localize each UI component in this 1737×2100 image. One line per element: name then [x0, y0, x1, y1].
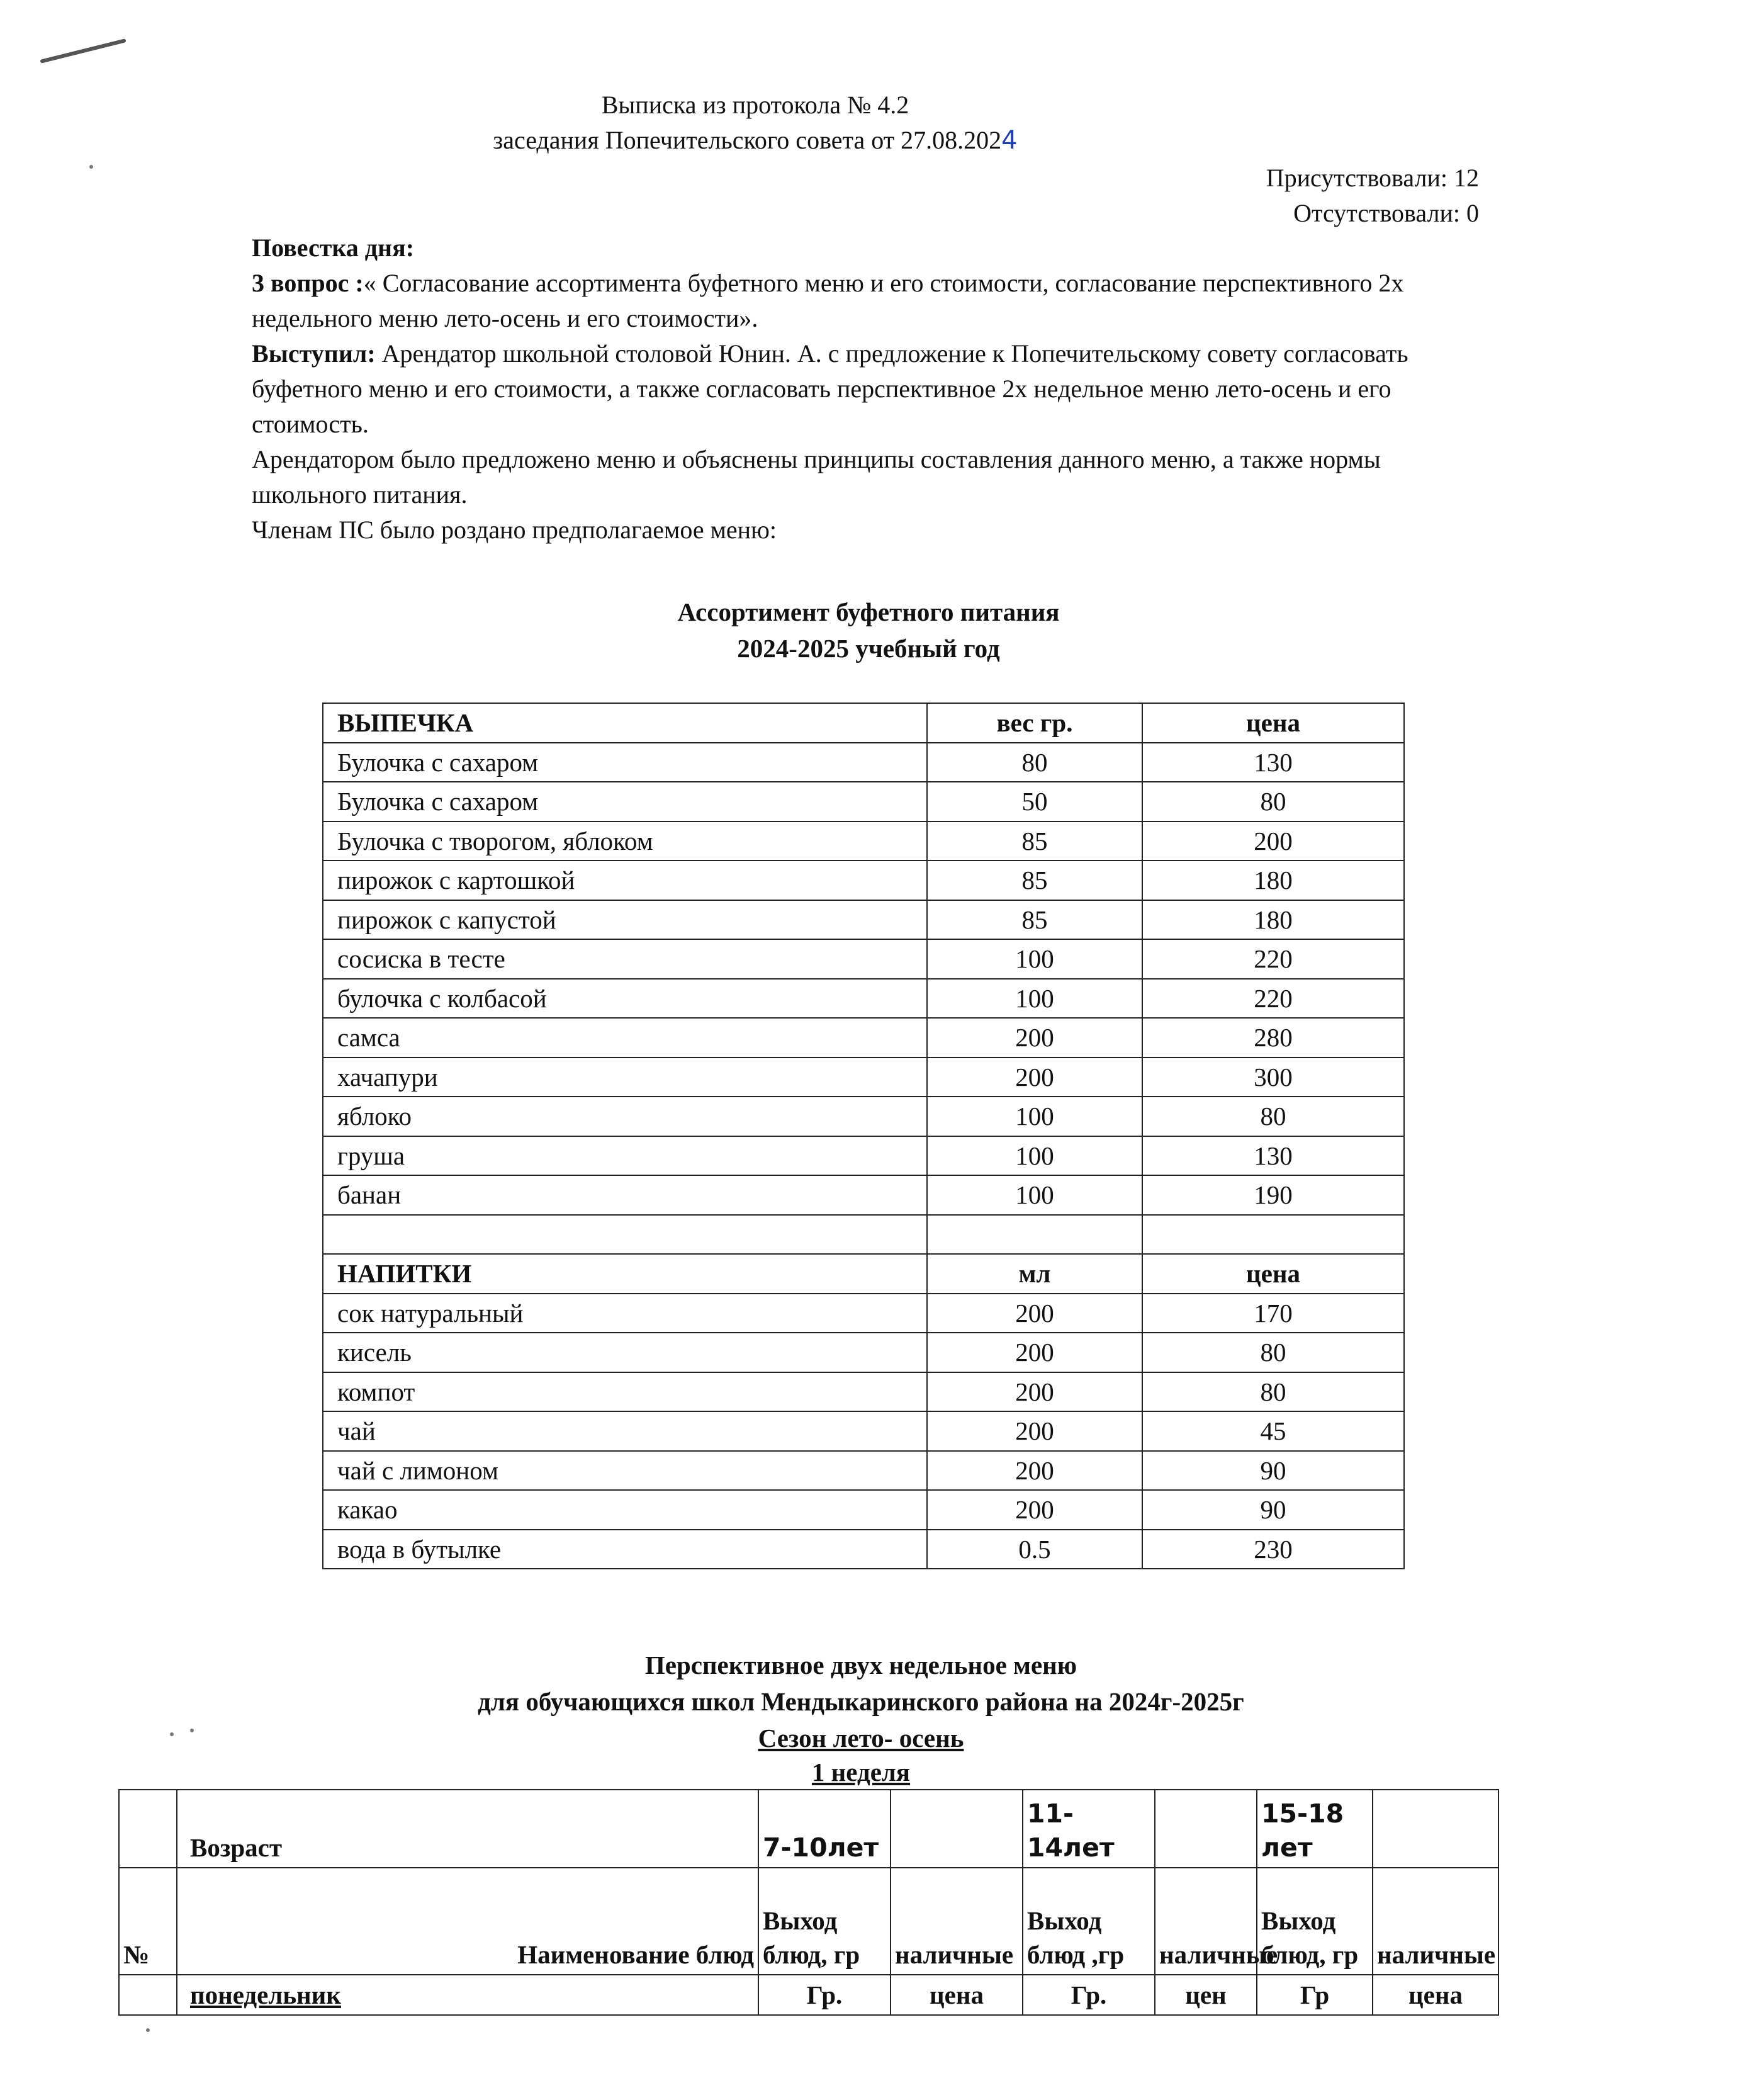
table-row: [323, 979, 1404, 1019]
table-row: [323, 1175, 1404, 1215]
empty-cell: [1373, 1790, 1498, 1868]
item-volume: 0.5: [927, 1530, 1142, 1569]
price-11-14: цен: [1155, 1975, 1257, 2015]
item-name: груша: [323, 1136, 927, 1176]
volume-header: мл: [927, 1254, 1142, 1294]
empty-cell: [891, 1790, 1023, 1868]
present-count: Присутствовали: 12: [1266, 164, 1479, 192]
table-row: [323, 782, 1404, 821]
agenda-paragraph: Арендатором было предложено меню и объяснены принципы составления данного меню, а также нормы школьного питания.: [252, 445, 1381, 509]
table-row: [323, 1451, 1404, 1491]
table-row: [323, 1530, 1404, 1569]
doc-title: Выписка из протокола № 4.2: [601, 91, 909, 119]
price-15-18: цена: [1373, 1975, 1498, 2015]
item-price: [1142, 1215, 1404, 1255]
age-15-18: 15-18 лет: [1257, 1790, 1373, 1868]
item-price: 190: [1142, 1175, 1404, 1215]
item-weight: 100: [927, 1097, 1142, 1136]
item-name: хачапури: [323, 1058, 927, 1097]
handwritten-digit: 4: [1001, 126, 1018, 155]
item-price: 80: [1142, 1372, 1404, 1412]
item-volume: 200: [927, 1333, 1142, 1372]
age-7-10: 7-10лет: [758, 1790, 891, 1868]
menu-table: [118, 1789, 1499, 2016]
agenda-speaker: Выступил: Арендатор школьной столовой Юнин. А. с предложение к Попечительскому совету согласовать буфетного меню и его стоимости, а также согласовать перспективное 2х недельное меню лето-осень и его стоимость.: [252, 339, 1408, 438]
item-name: пирожок с картошкой: [323, 861, 927, 900]
price-header: цена: [1142, 703, 1404, 743]
menu-season: Сезон лето- осень: [758, 1724, 964, 1753]
table-row: [323, 1018, 1404, 1058]
agenda-question: 3 вопрос :« Согласование ассортимента буфетного меню и его стоимости, согласование перспективного 2х недельного меню лето-осень и его стоимости».: [252, 269, 1404, 332]
unit-15-18: Гр: [1257, 1975, 1373, 2015]
item-name: кисель: [323, 1333, 927, 1372]
cash-7-10: наличные: [891, 1868, 1023, 1975]
item-weight: 100: [927, 1136, 1142, 1176]
item-price: 90: [1142, 1451, 1404, 1491]
item-weight: 200: [927, 1018, 1142, 1058]
item-name: яблоко: [323, 1097, 927, 1136]
table-row: [323, 743, 1404, 782]
item-weight: 85: [927, 900, 1142, 940]
bakery-header-row: [323, 703, 1404, 743]
pen-mark: [40, 38, 126, 64]
item-name: чай: [323, 1411, 927, 1451]
item-name: Булочка с творогом, яблоком: [323, 821, 927, 861]
item-name: самса: [323, 1018, 927, 1058]
item-price: 170: [1142, 1294, 1404, 1333]
day-label: понедельник: [177, 1975, 758, 2015]
item-price: 130: [1142, 1136, 1404, 1176]
scan-speck: [146, 2028, 150, 2032]
item-price: 130: [1142, 743, 1404, 782]
menu-week: 1 неделя: [811, 1758, 911, 1787]
table-row: [323, 1294, 1404, 1333]
item-name: банан: [323, 1175, 927, 1215]
table-row: [323, 1136, 1404, 1176]
table-row: [323, 1097, 1404, 1136]
empty-cell: [1155, 1790, 1257, 1868]
menu-title: Перспективное двух недельное меню: [644, 1651, 1077, 1679]
price-header: цена: [1142, 1254, 1404, 1294]
unit-11-14: Гр.: [1023, 1975, 1155, 2015]
item-price: 80: [1142, 1097, 1404, 1136]
item-name: Булочка с сахаром: [323, 743, 927, 782]
item-price: 90: [1142, 1490, 1404, 1530]
age-11-14: 11-14лет: [1023, 1790, 1155, 1868]
agenda: [252, 230, 1479, 548]
item-name: пирожок с капустой: [323, 900, 927, 940]
item-price: 200: [1142, 821, 1404, 861]
doc-subtitle: заседания Попечительского совета от 27.08.2024: [493, 126, 1018, 155]
table-row: [323, 900, 1404, 940]
output-11-14: Выход блюд ,гр: [1023, 1868, 1155, 1975]
table-row: [323, 861, 1404, 900]
cash-15-18: наличные: [1373, 1868, 1498, 1975]
drinks-header-row: [323, 1254, 1404, 1294]
item-price: 180: [1142, 861, 1404, 900]
menu-subtitle: для обучающихся школ Мендыкаринского района на 2024г-2025г: [478, 1687, 1244, 1716]
absent-count: Отсутствовали: 0: [1293, 199, 1479, 227]
item-volume: 200: [927, 1294, 1142, 1333]
item-name: какао: [323, 1490, 927, 1530]
item-volume: 200: [927, 1372, 1142, 1412]
table-row: [323, 1058, 1404, 1097]
item-name: булочка с колбасой: [323, 979, 927, 1019]
item-price: 80: [1142, 782, 1404, 821]
item-name: чай с лимоном: [323, 1451, 927, 1491]
table-row: [323, 1411, 1404, 1451]
item-name: Булочка с сахаром: [323, 782, 927, 821]
item-weight: 80: [927, 743, 1142, 782]
agenda-paragraph: Членам ПС было роздано предполагаемое меню:: [252, 516, 777, 544]
item-volume: 200: [927, 1411, 1142, 1451]
output-15-18: Выход блюд, гр: [1257, 1868, 1373, 1975]
item-price: 220: [1142, 979, 1404, 1019]
num-cell: [119, 1975, 177, 2015]
output-7-10: Выход блюд, гр: [758, 1868, 891, 1975]
item-weight: [927, 1215, 1142, 1255]
item-name: вода в бутылке: [323, 1530, 927, 1569]
item-name: компот: [323, 1372, 927, 1412]
dish-label: Наименование блюд: [177, 1868, 758, 1975]
item-volume: 200: [927, 1490, 1142, 1530]
bakery-section-label: ВЫПЕЧКА: [323, 703, 927, 743]
item-price: 80: [1142, 1333, 1404, 1372]
item-name: [323, 1215, 927, 1255]
drinks-section-label: НАПИТКИ: [323, 1254, 927, 1294]
item-weight: 100: [927, 939, 1142, 979]
age-label: Возраст: [177, 1790, 758, 1868]
weight-header: вес гр.: [927, 703, 1142, 743]
scan-speck: [89, 165, 93, 169]
cash-11-14: наличные: [1155, 1868, 1257, 1975]
item-name: сок натуральный: [323, 1294, 927, 1333]
item-price: 45: [1142, 1411, 1404, 1451]
agenda-heading: Повестка дня:: [252, 234, 415, 262]
buffet-year: 2024-2025 учебный год: [737, 634, 1000, 663]
item-weight: 50: [927, 782, 1142, 821]
item-price: 220: [1142, 939, 1404, 979]
item-price: 230: [1142, 1530, 1404, 1569]
unit-7-10: Гр.: [758, 1975, 891, 2015]
table-row: [323, 1215, 1404, 1255]
buffet-table: [322, 703, 1405, 1569]
item-volume: 200: [927, 1451, 1142, 1491]
num-label: №: [119, 1868, 177, 1975]
item-weight: 85: [927, 861, 1142, 900]
item-name: сосиска в тесте: [323, 939, 927, 979]
price-7-10: цена: [891, 1975, 1023, 2015]
table-row: [323, 1372, 1404, 1412]
table-row: [323, 1333, 1404, 1372]
table-row: [323, 1490, 1404, 1530]
table-row: [323, 821, 1404, 861]
item-weight: 85: [927, 821, 1142, 861]
item-price: 180: [1142, 900, 1404, 940]
item-weight: 100: [927, 979, 1142, 1019]
table-row: [323, 939, 1404, 979]
item-weight: 200: [927, 1058, 1142, 1097]
item-weight: 100: [927, 1175, 1142, 1215]
num-cell: [119, 1790, 177, 1868]
buffet-title: Ассортимент буфетного питания: [677, 597, 1060, 626]
item-price: 280: [1142, 1018, 1404, 1058]
item-price: 300: [1142, 1058, 1404, 1097]
